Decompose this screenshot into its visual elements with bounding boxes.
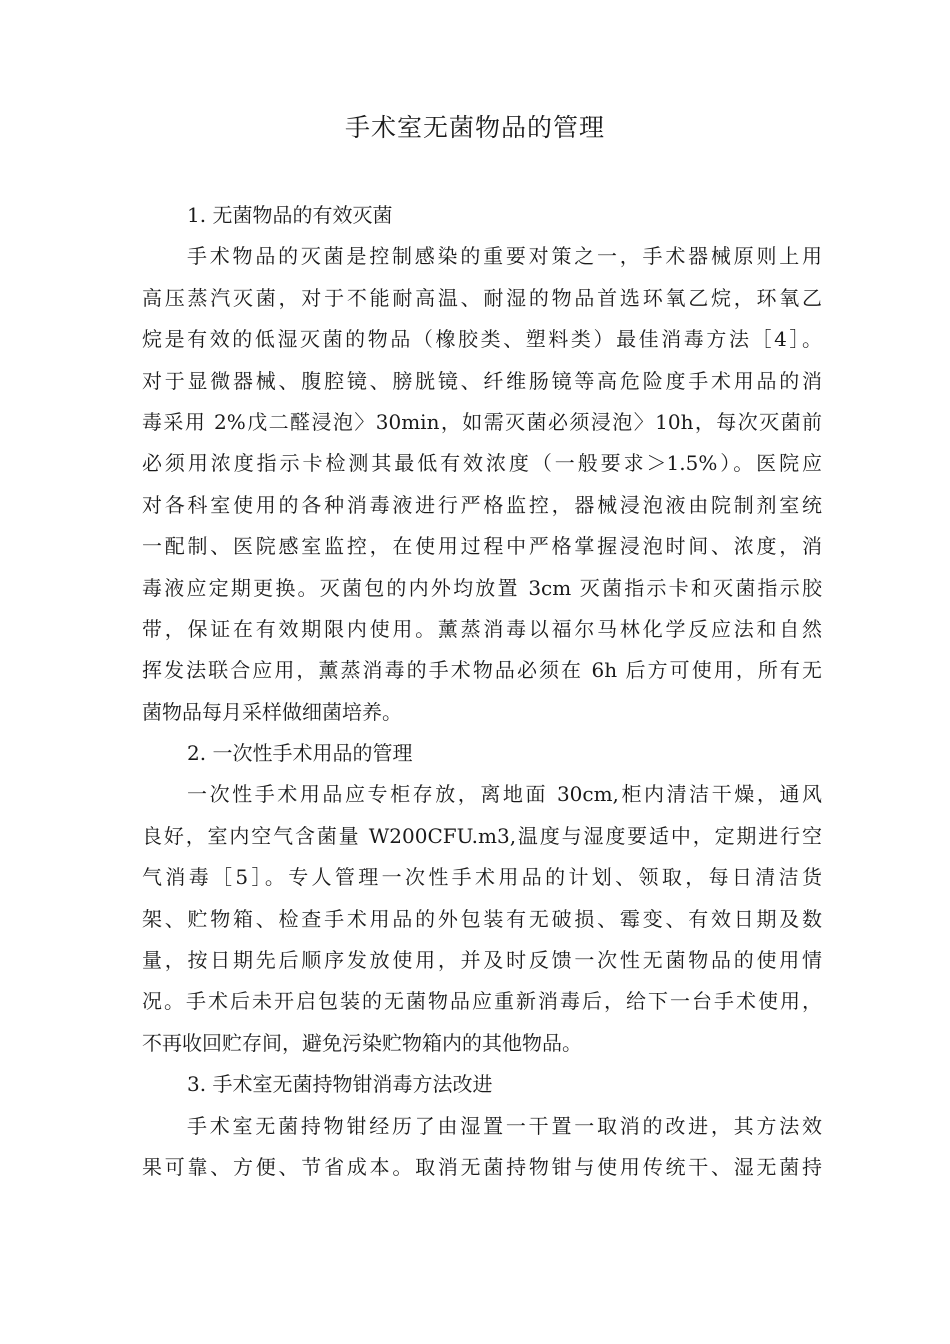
document-body — [142, 195, 822, 1188]
text-line: 果可靠、方便、节省成本。取消无菌持物钳与使用传统干、湿无菌持 — [142, 1154, 822, 1179]
text-line: 量，按日期先后顺序发放使用，并及时反馈一次性无菌物品的使用情 — [142, 948, 822, 973]
text-line: 一次性手术用品应专柜存放，离地面 30cm,柜内清洁干燥，通风 — [187, 782, 822, 807]
document-title: 手术室无菌物品的管理 — [344, 113, 605, 142]
text-line: 1. 无菌物品的有效灭菌 — [187, 203, 393, 227]
text-line: 挥发法联合应用，薰蒸消毒的手术物品必须在 6h 后方可使用，所有无 — [142, 658, 822, 683]
text-line: 手术物品的灭菌是控制感染的重要对策之一，手术器械原则上用 — [187, 244, 822, 269]
text-line: 况。手术后未开启包装的无菌物品应重新消毒后，给下一台手术使用， — [142, 989, 822, 1014]
text-line: 对于显微器械、腹腔镜、膀胱镜、纤维肠镜等高危险度手术用品的消 — [142, 368, 822, 393]
text-line: 菌物品每月采样做细菌培养。 — [142, 699, 402, 724]
text-line: 毒液应定期更换。灭菌包的内外均放置 3cm 灭菌指示卡和灭菌指示胶 — [142, 575, 822, 600]
text-line: 不再收回贮存间，避免污染贮物箱内的其他物品。 — [142, 1030, 582, 1055]
text-line: 对各科室使用的各种消毒液进行严格监控，器械浸泡液由院制剂室统 — [142, 492, 822, 517]
text-line: 烷是有效的低湿灭菌的物品（橡胶类、塑料类）最佳消毒方法［4］。 — [142, 327, 822, 352]
text-line: 手术室无菌持物钳经历了由湿置一干置一取消的改进，其方法效 — [187, 1113, 822, 1138]
text-line: 2. 一次性手术用品的管理 — [187, 741, 413, 766]
text-line: 3. 手术室无菌持物钳消毒方法改进 — [187, 1072, 493, 1097]
text-line: 毒采用 2%戊二醛浸泡〉30min，如需灭菌必须浸泡〉10h，每次灭菌前 — [142, 409, 822, 434]
text-line: 一配制、医院感室监控，在使用过程中严格掌握浸泡时间、浓度，消 — [142, 534, 822, 559]
text-line: 高压蒸汽灭菌，对于不能耐高温、耐湿的物品首选环氧乙烷，环氧乙 — [142, 285, 822, 310]
text-line: 必须用浓度指示卡检测其最低有效浓度（一般要求＞1.5%）。医院应 — [142, 451, 822, 476]
text-line: 良好，室内空气含菌量 W200CFU.m3,温度与湿度要适中，定期进行空 — [142, 823, 822, 848]
text-line: 带，保证在有效期限内使用。薰蒸消毒以福尔马林化学反应法和自然 — [142, 616, 822, 641]
text-line: 架、贮物箱、检查手术用品的外包装有无破损、霉变、有效日期及数 — [142, 906, 822, 931]
text-line: 气消毒［5］。专人管理一次性手术用品的计划、领取，每日清洁货 — [142, 865, 822, 890]
